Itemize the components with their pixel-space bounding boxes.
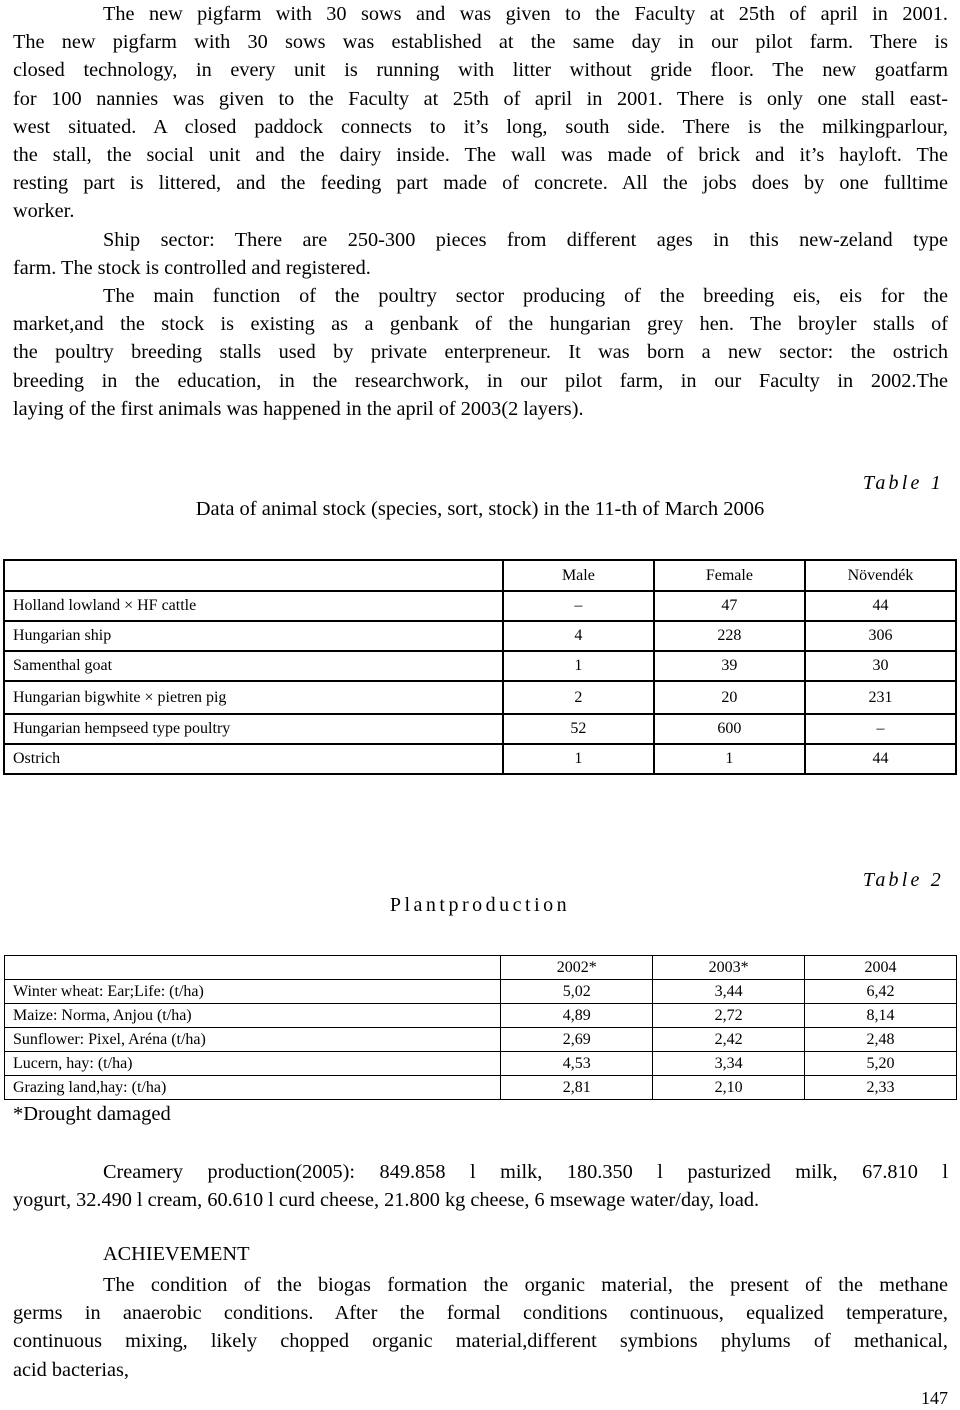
young-cell: 30 <box>805 651 956 681</box>
value-cell: 4,89 <box>501 1004 653 1028</box>
table-row <box>4 681 956 714</box>
table1-title: Data of animal stock (species, sort, stock) in the 11-th of March 2006 <box>195 498 765 520</box>
species-cell: Ostrich <box>4 744 503 774</box>
text-line: The new pigfarm with 30 sows and was given to the Faculty at 25th of april in 2001. <box>103 3 948 25</box>
young-cell: – <box>805 714 956 744</box>
male-cell: 2 <box>503 681 654 714</box>
female-cell: 600 <box>654 714 805 744</box>
plant-production-table <box>4 955 957 1100</box>
column-header-novendek: Növendék <box>805 560 956 591</box>
value-cell: 4,53 <box>501 1052 653 1076</box>
text-line: The main function of the poultry sector producing of the breeding eis, eis for the <box>103 285 948 308</box>
value-cell: 2,42 <box>653 1028 805 1052</box>
male-cell: 1 <box>503 651 654 681</box>
text-line: laying of the first animals was happened in the april of 2003(2 layers). <box>13 397 584 420</box>
text-line: The condition of the biogas formation the organic material, the present of the methane <box>103 1274 948 1296</box>
text-line: Ship sector: There are 250-300 pieces from different ages in this new-zeland type <box>103 228 948 251</box>
value-cell: 8,14 <box>805 1004 957 1028</box>
text-line: continuous mixing, likely chopped organic material,different symbions phylums of methanical, <box>13 1330 948 1353</box>
table-header-row <box>5 956 957 980</box>
table-row <box>4 744 956 774</box>
table1-label: Table 1 <box>862 472 944 494</box>
value-cell: 2,69 <box>501 1028 653 1052</box>
section-heading: ACHIEVEMENT <box>103 1243 250 1265</box>
table-row <box>4 621 956 651</box>
value-cell: 2,10 <box>653 1076 805 1100</box>
table2-title: Plantproduction <box>389 894 571 916</box>
female-cell: 1 <box>654 744 805 774</box>
table-row <box>4 591 956 621</box>
table-row <box>4 714 956 744</box>
text-line: the poultry breeding stalls used by private enterpreneur. It was born a new sector: the ostrich <box>13 341 948 364</box>
text-line: germs in anaerobic conditions. After the formal conditions continuous, equalized temperature, <box>13 1302 948 1325</box>
young-cell: 44 <box>805 744 956 774</box>
female-cell: 47 <box>654 591 805 621</box>
text-line: resting part is littered, and the feeding part made of concrete. All the jobs does by one fulltime <box>13 172 948 195</box>
table-row <box>4 651 956 681</box>
value-cell: 2,33 <box>805 1076 957 1100</box>
text-line: Creamery production(2005): 849.858 l milk, 180.350 l pasturized milk, 67.810 l <box>103 1161 948 1183</box>
young-cell: 231 <box>805 681 956 714</box>
animal-stock-table <box>3 559 957 775</box>
column-header-2004: 2004 <box>805 956 957 980</box>
achievement-text <box>13 1271 948 1384</box>
creamery-text <box>13 1158 948 1214</box>
text-line: worker. <box>13 200 75 223</box>
column-header-2002: 2002* <box>501 956 653 980</box>
table-header-blank <box>5 956 501 980</box>
text-line: acid bacterias, <box>13 1358 129 1381</box>
value-cell: 2,48 <box>805 1028 957 1052</box>
female-cell: 20 <box>654 681 805 714</box>
table-row <box>5 1052 957 1076</box>
value-cell: 2,72 <box>653 1004 805 1028</box>
text-line: the stall, the social unit and the dairy inside. The wall was made of brick and it’s hayloft. The <box>13 144 948 167</box>
table-header-blank <box>4 560 503 591</box>
male-cell: 52 <box>503 714 654 744</box>
crop-cell: Lucern, hay: (t/ha) <box>5 1052 501 1076</box>
text-line: yogurt, 32.490 l cream, 60.610 l curd cheese, 21.800 kg cheese, 6 msewage water/day, load. <box>13 1189 760 1212</box>
value-cell: 6,42 <box>805 980 957 1004</box>
text-line: west situated. A closed paddock connects to it’s long, south side. There is the milkingparlour, <box>13 115 948 138</box>
species-cell: Hungarian bigwhite × pietren pig <box>4 681 503 714</box>
value-cell: 5,20 <box>805 1052 957 1076</box>
crop-cell: Grazing land,hay: (t/ha) <box>5 1076 501 1100</box>
male-cell: – <box>503 591 654 621</box>
table-row <box>5 1076 957 1100</box>
species-cell: Hungarian ship <box>4 621 503 651</box>
male-cell: 4 <box>503 621 654 651</box>
young-cell: 44 <box>805 591 956 621</box>
species-cell: Holland lowland × HF cattle <box>4 591 503 621</box>
value-cell: 3,44 <box>653 980 805 1004</box>
male-cell: 1 <box>503 744 654 774</box>
text-line: market,and the stock is existing as a genbank of the hungarian grey hen. The broyler stalls of <box>13 313 948 336</box>
young-cell: 306 <box>805 621 956 651</box>
column-header-2003: 2003* <box>653 956 805 980</box>
crop-cell: Sunflower: Pixel, Aréna (t/ha) <box>5 1028 501 1052</box>
crop-cell: Winter wheat: Ear;Life: (t/ha) <box>5 980 501 1004</box>
text-line: for 100 nannies was given to the Faculty at 25th of april in 2001. There is only one stall east- <box>13 87 948 110</box>
text-line: The new pigfarm with 30 sows was established at the same day in our pilot farm. There is <box>13 31 948 54</box>
table-row <box>5 1028 957 1052</box>
table-row <box>5 1004 957 1028</box>
table-header-row <box>4 560 956 591</box>
column-header-male: Male <box>503 560 654 591</box>
species-cell: Samenthal goat <box>4 651 503 681</box>
value-cell: 3,34 <box>653 1052 805 1076</box>
female-cell: 228 <box>654 621 805 651</box>
page-number: 147 <box>921 1388 948 1408</box>
text-line: breeding in the education, in the researchwork, in our pilot farm, in our Faculty in 2002.The <box>13 369 948 392</box>
text-line: farm. The stock is controlled and registered. <box>13 256 371 279</box>
species-cell: Hungarian hempseed type poultry <box>4 714 503 744</box>
column-header-female: Female <box>654 560 805 591</box>
value-cell: 5,02 <box>501 980 653 1004</box>
female-cell: 39 <box>654 651 805 681</box>
footnote: *Drought damaged <box>13 1103 171 1125</box>
table-row <box>5 980 957 1004</box>
text-line: closed technology, in every unit is running with litter without gride floor. The new goatfarm <box>13 59 948 82</box>
intro-text <box>13 0 948 423</box>
crop-cell: Maize: Norma, Anjou (t/ha) <box>5 1004 501 1028</box>
value-cell: 2,81 <box>501 1076 653 1100</box>
table2-label: Table 2 <box>862 869 944 891</box>
